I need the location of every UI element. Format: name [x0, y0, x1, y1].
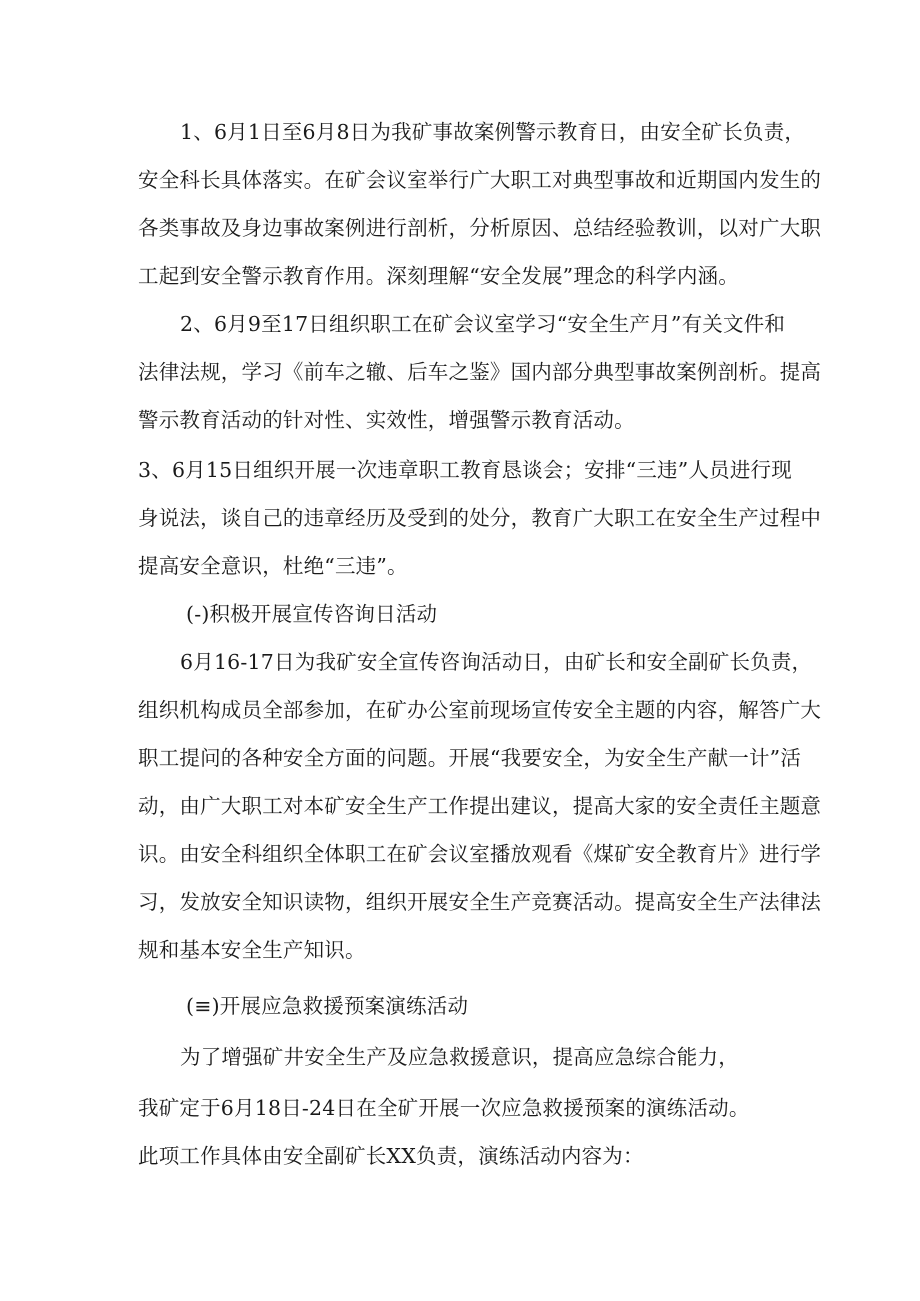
paragraph-5-line-1: 为了增强矿井安全生产及应急救援意识，提高应急综合能力， [180, 1045, 739, 1069]
paragraph-5-line-3: 此项工作具体由安全副矿长XX负责，演练活动内容为： [138, 1144, 644, 1168]
paragraph-2-line-1: 2、6月9至17日组织职工在矿会议室学习“安全生产月”有关文件和 [180, 312, 786, 336]
paragraph-1-line-2: 安全科长具体落实。在矿会议室举行广大职工对典型事故和近期国内发生的 [138, 168, 822, 192]
paragraph-4-line-1: 6月16-17日为我矿安全宣传咨询活动日，由矿长和安全副矿长负责， [180, 650, 813, 674]
section-heading-2: (-)积极开展宣传咨询日活动 [186, 602, 438, 626]
paragraph-4-line-4: 动，由广大职工对本矿安全生产工作提出建议，提高大家的安全责任主题意 [138, 794, 822, 818]
section-heading-3: (≡)开展应急救援预案演练活动 [186, 994, 469, 1018]
paragraph-2-line-2: 法律法规，学习《前车之辙、后车之鉴》国内部分典型事故案例剖析。提高 [138, 360, 822, 384]
paragraph-1-line-3: 各类事故及身边事故案例进行剖析，分析原因、总结经验教训，以对广大职 [138, 216, 822, 240]
paragraph-4-line-7: 规和基本安全生产知识。 [138, 938, 366, 962]
paragraph-3-line-2: 身说法，谈自己的违章经历及受到的处分，教育广大职工在安全生产过程中 [138, 506, 822, 530]
paragraph-4-line-5: 识。由安全科组织全体职工在矿会议室播放观看《煤矿安全教育片》进行学 [138, 842, 822, 866]
paragraph-3-line-3: 提高安全意识，杜绝“三违”。 [138, 554, 408, 578]
paragraph-1-line-4: 工起到安全警示教育作用。深刻理解“安全发展”理念的科学内涵。 [138, 264, 739, 288]
paragraph-4-line-3: 职工提问的各种安全方面的问题。开展“我要安全，为安全生产献一计”活 [138, 746, 802, 770]
paragraph-3-line-1: 3、6月15日组织开展一次违章职工教育恳谈会；安排“三违”人员进行现 [138, 458, 792, 482]
paragraph-5-line-2: 我矿定于6月18日-24日在全矿开展一次应急救援预案的演练活动。 [138, 1096, 750, 1120]
paragraph-4-line-2: 组织机构成员全部参加，在矿办公室前现场宣传安全主题的内容，解答广大 [138, 698, 822, 722]
paragraph-1-line-1: 1、6月1日至6月8日为我矿事故案例警示教育日，由安全矿长负责， [180, 120, 806, 144]
paragraph-4-line-6: 习，发放安全知识读物，组织开展安全生产竞赛活动。提高安全生产法律法 [138, 890, 822, 914]
paragraph-2-line-3: 警示教育活动的针对性、实效性，增强警示教育活动。 [138, 408, 635, 432]
